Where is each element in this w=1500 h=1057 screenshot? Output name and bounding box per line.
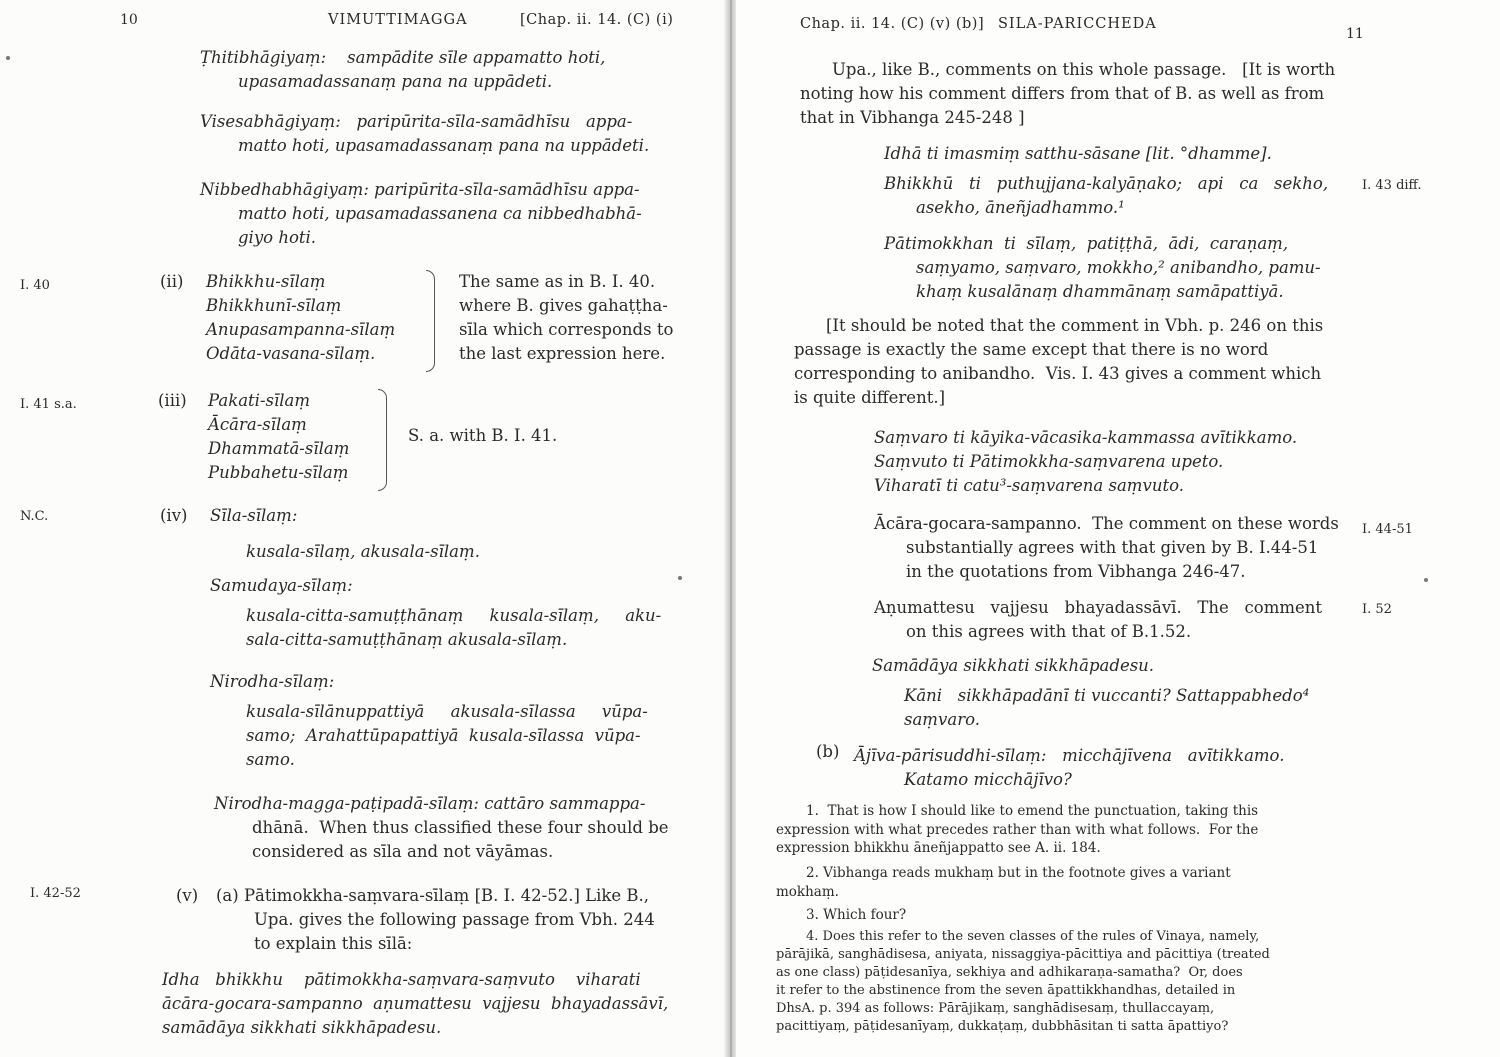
scan-speck xyxy=(6,56,10,60)
ii-terms: Bhikkhu-sīlaṃ Bhikkhunī-sīlaṃ Anupasampanna-sīlaṃ Odāta-vasana-sīlaṃ. xyxy=(206,272,396,363)
item-label-b: (b) xyxy=(816,742,840,761)
bhikkhu-line: Bhikkhū ti puthujjana-kalyāṇako; api ca sekho, asekho, āneñjadhammo.¹ xyxy=(884,174,1329,217)
right-page xyxy=(736,0,1500,1057)
iii-note: S. a. with B. I. 41. xyxy=(408,426,558,445)
kani-line: Kāni sikkhāpadānī ti vuccanti? Sattappabhedo⁴ saṃvaro. xyxy=(904,686,1310,729)
running-head-title-left: VIMUTTIMAGGA xyxy=(328,12,468,28)
acara-gocara: Ācāra-gocara-sampanno. The comment on these words substantially agrees with that given by B. I.44-51 in the quotations from Vibhanga 246-47. xyxy=(874,514,1339,581)
nirodha-heading: Nirodha-sīlaṃ: xyxy=(210,672,335,691)
margin-ref-i43: I. 43 diff. xyxy=(1362,178,1422,193)
brace-ii xyxy=(426,270,435,372)
samvaro-definitions: Saṃvaro ti kāyika-vācasika-kammassa avītikkamo. Saṃvuto ti Pātimokkha-saṃvarena upeto. Viharatī ti catu³-saṃvarena saṃvuto. xyxy=(874,428,1298,495)
nirodha-text: kusala-sīlānuppattiyā akusala-sīlassa vūpa- samo; Arahattūpapattiyā kusala-sīlassa vūpa- samo. xyxy=(246,702,648,769)
ajiva-sila: Ājīva-pārisuddhi-sīlaṃ: micchājīvena avītikkamo. Katamo micchājīvo? xyxy=(854,746,1285,789)
margin-ref-i41: I. 41 s.a. xyxy=(20,397,77,412)
item-number-v: (v) xyxy=(176,886,199,905)
iv-line: kusala-sīlaṃ, akusala-sīlaṃ. xyxy=(246,542,480,561)
samadaya-line: Samādāya sikkhati sikkhāpadesu. xyxy=(872,656,1155,675)
scan-speck xyxy=(1424,578,1428,582)
left-page xyxy=(0,0,732,1057)
running-head-chapter-left: [Chap. ii. 14. (C) (i) xyxy=(520,12,674,28)
item-number-iii: (iii) xyxy=(158,391,187,410)
idha-line: Idhā ti imasmiṃ satthu-sāsane [lit. °dhamme]. xyxy=(884,144,1272,163)
brace-iii xyxy=(378,389,387,491)
running-head-chapter-right: Chap. ii. 14. (C) (v) (b)] xyxy=(800,16,985,32)
margin-ref-nc: N.C. xyxy=(20,509,49,524)
item-number-iv: (iv) xyxy=(160,506,188,525)
footnote-3: 3. Which four? xyxy=(806,907,907,923)
ii-note: The same as in B. I. 40. where B. gives gahaṭṭha- sīla which corresponds to the last expression here. xyxy=(459,272,674,363)
thiti-bhagiyam: Ṭhitibhāgiyaṃ: sampādite sīle appamatto hoti, upasamadassanaṃ pana na uppādeti. xyxy=(200,48,606,91)
comparison-note: [It should be noted that the comment in Vbh. p. 246 on this passage is exactly the same except that there is no word corresponding to anibandho. Vis. I. 43 gives a comment which is quite different.] xyxy=(794,316,1324,407)
samudaya-text: kusala-citta-samuṭṭhānaṃ kusala-sīlaṃ, aku- sala-citta-samuṭṭhānaṃ akusala-sīlaṃ. xyxy=(246,606,662,649)
iii-terms: Pakati-sīlaṃ Ācāra-sīlaṃ Dhammatā-sīlaṃ Pubbahetu-sīlaṃ xyxy=(208,391,350,482)
scan-speck xyxy=(678,576,682,580)
footnote-1: 1. That is how I should like to emend the punctuation, taking this expression with what precedes rather than with what follows. For the expression bhikkhu āneñjappatto see A. ii. 184. xyxy=(776,803,1259,856)
running-head-title-right: SILA-PARICCHEDA xyxy=(998,16,1157,32)
footnote-4: 4. Does this refer to the seven classes of the rules of Vinaya, namely, pārājikā, sanghādisesa, aniyata, nissaggiya-pācittiya and pācittiya (treated as one class) pāṭidesanīya, sekhiya and adhikaraṇa-samatha? Or, does it refer to the abstinence from the seven āpattikkhandhas, detailed in DhsA. p. 394 as follows: Pārājikaṃ, sanghādisesaṃ, thullaccayaṃ, pacittiyaṃ, pāṭidesanīyaṃ, dukkaṭaṃ, dubbhāsitan ti satta āpattiyo? xyxy=(776,929,1270,1034)
margin-ref-i44-51: I. 44-51 xyxy=(1362,522,1413,537)
margin-ref-i52: I. 52 xyxy=(1362,602,1392,617)
intro-paragraph: Upa., like B., comments on this whole passage. [It is worth noting how his comment differs from that of B. as well as from that in Vibhanga 245-248 ] xyxy=(800,60,1336,127)
iv-heading: Sīla-sīlaṃ: xyxy=(210,506,298,525)
nirodha-magga: Nirodha-magga-paṭipadā-sīlaṃ: cattāro sammappa- dhānā. When thus classified these four should be considered as sīla and not vāyāmas. xyxy=(214,794,669,861)
samudaya-heading: Samudaya-sīlaṃ: xyxy=(210,576,353,595)
page-number-left: 10 xyxy=(120,12,138,28)
vibhanga-quote: Idha bhikkhu pātimokkha-saṃvara-saṃvuto viharati ācāra-gocara-sampanno aṇumattesu vajjesu bhayadassāvī, samādāya sikkhati sikkhāpadesu. xyxy=(162,970,669,1037)
margin-ref-i42-52: I. 42-52 xyxy=(30,886,81,901)
patimokkha-line: Pātimokkhan ti sīlaṃ, patiṭṭhā, ādi, caraṇaṃ, saṃyamo, saṃvaro, mokkho,² anibandho, pamu- khaṃ kusalānaṃ dhammānaṃ samāpattiyā. xyxy=(884,234,1321,301)
v-a-text: (a) Pātimokkha-saṃvara-sīlaṃ [B. I. 42-52.] Like B., Upa. gives the following passage from Vbh. 244 to explain this sīlā: xyxy=(216,886,655,953)
footnote-2: 2. Vibhanga reads mukhaṃ but in the footnote gives a variant mokhaṃ. xyxy=(776,865,1231,900)
margin-ref-i40: I. 40 xyxy=(20,278,50,293)
anumattesu: Aṇumattesu vajjesu bhayadassāvī. The comment on this agrees with that of B.1.52. xyxy=(874,598,1323,641)
visesa-bhagiyam: Visesabhāgiyaṃ: paripūrita-sīla-samādhīsu appa- matto hoti, upasamadassanaṃ pana na uppādeti. xyxy=(200,112,650,155)
nibbedha-bhagiyam: Nibbedhabhāgiyaṃ: paripūrita-sīla-samādhīsu appa- matto hoti, upasamadassanena ca nibbedhabhā- giyo hoti. xyxy=(200,180,642,247)
page-number-right: 11 xyxy=(1346,26,1364,42)
item-number-ii: (ii) xyxy=(160,272,184,291)
